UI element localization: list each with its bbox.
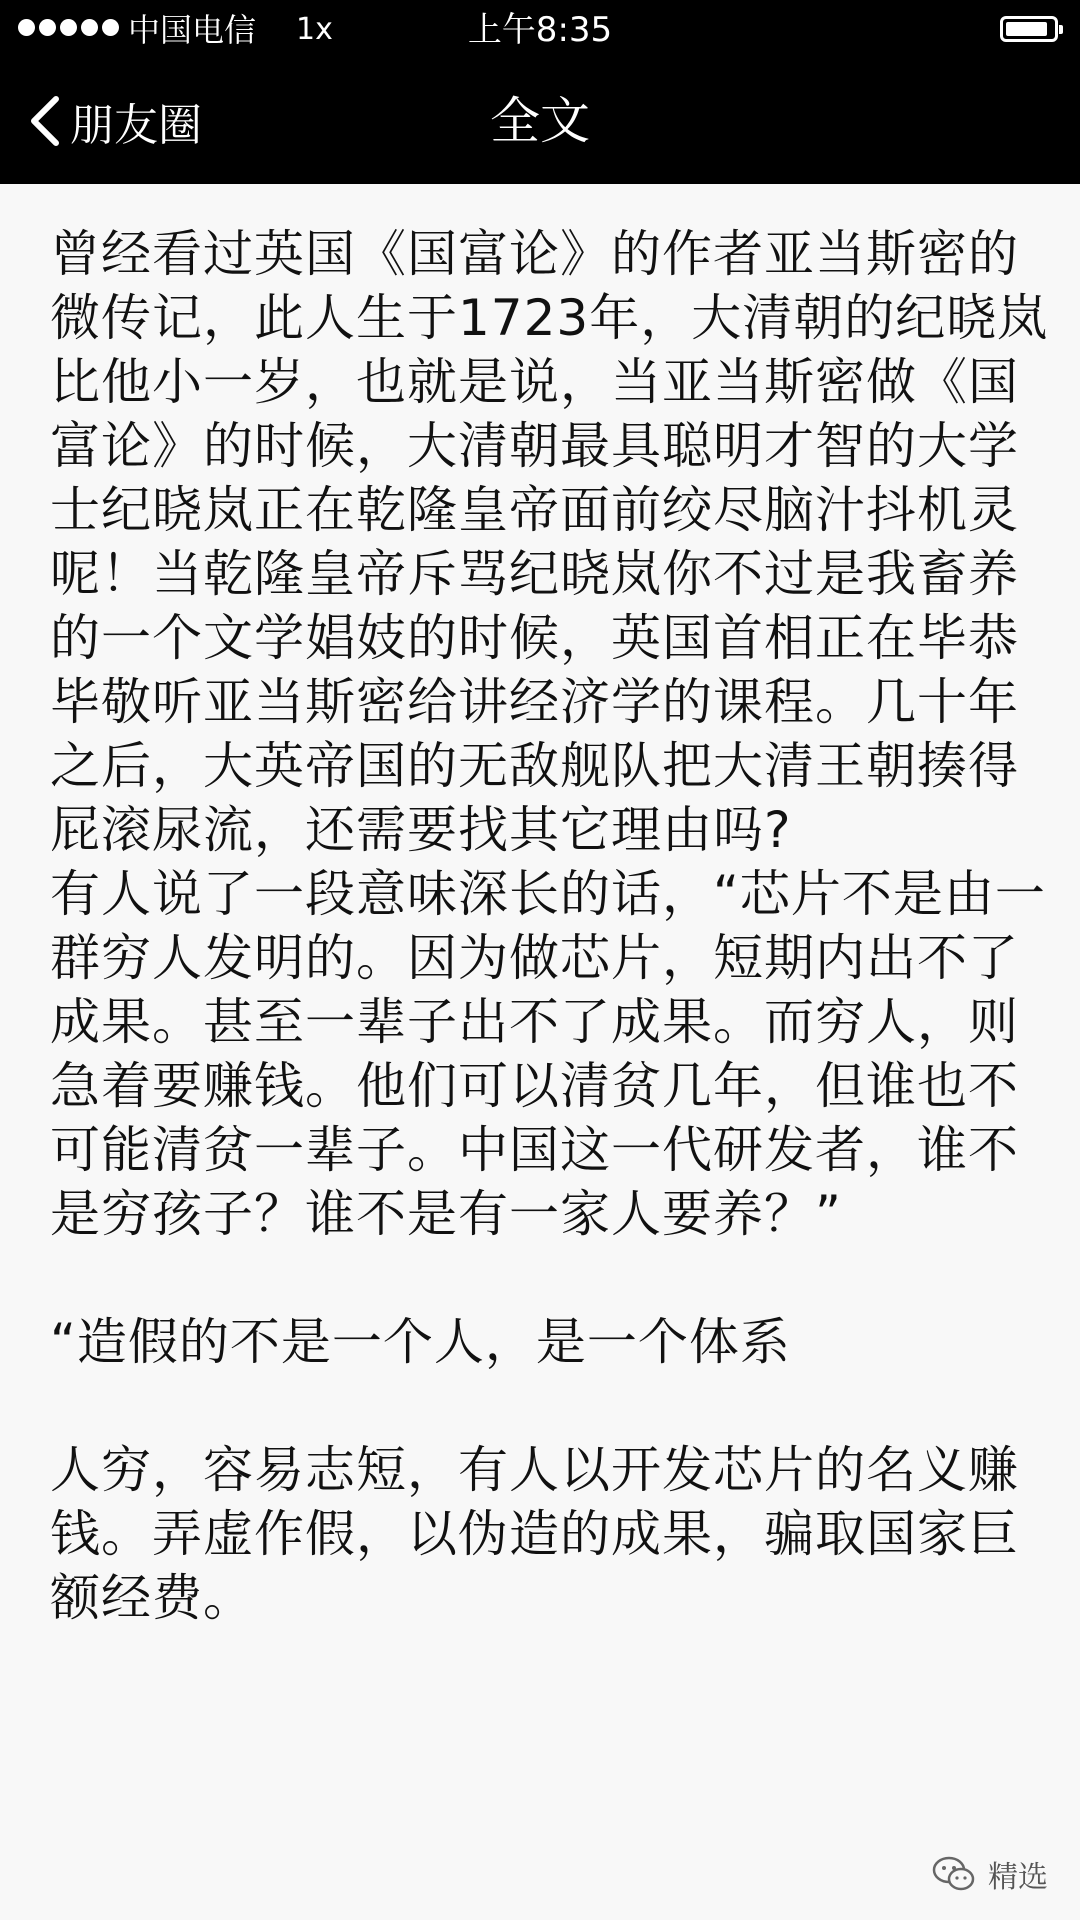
article-paragraph: “造假的不是一个人，是一个体系 (50, 1313, 791, 1371)
paragraph-spacer (50, 1246, 1050, 1310)
back-label: 朋友圈 (70, 100, 202, 151)
nav-bar (0, 60, 1080, 184)
article-body (50, 222, 1050, 1630)
network-type: 1x (296, 12, 333, 47)
page-title: 全文 (490, 92, 590, 150)
status-bar (0, 0, 1080, 60)
article-paragraph: 曾经看过英国《国富论》的作者亚当斯密的微传记，此人生于1723年，大清朝的纪晓岚比他小一岁，也就是说，当亚当斯密做《国富论》的时候，大清朝最具聪明才智的大学士纪晓岚正在乾隆皇帝面前绞尽脑汁抖机灵呢！当乾隆皇帝斥骂纪晓岚你不过是我畜养的一个文学娼妓的时候，英国首相正在毕恭毕敬听亚当斯密给讲经济学的课程。几十年之后，大英帝国的无敌舰队把大清王朝揍得屁滚尿流，还需要找其它理由吗? (50, 225, 1049, 859)
status-time: 上午8:35 (467, 10, 613, 50)
watermark (932, 1852, 1048, 1896)
wechat-icon (932, 1855, 976, 1893)
article-paragraph: 有人说了一段意味深长的话，“芯片不是由一群穷人发明的。因为做芯片，短期内出不了成果。甚至一辈子出不了成果。而穷人，则急着要赚钱。他们可以清贫几年，但谁也不可能清贫一辈子。中国这一代研发者，谁不是穷孩子？谁不是有一家人要养？” (50, 865, 1046, 1243)
carrier-name: 中国电信 (128, 11, 257, 49)
top-bar (0, 0, 1080, 184)
battery-icon (1000, 16, 1058, 42)
watermark-label: 精选 (988, 1860, 1048, 1895)
battery-level (1006, 22, 1047, 36)
paragraph-spacer (50, 1374, 1050, 1438)
article-paragraph: 人穷，容易志短，有人以开发芯片的名义赚钱。弄虚作假，以伪造的成果，骗取国家巨额经费。 (50, 1441, 1019, 1627)
